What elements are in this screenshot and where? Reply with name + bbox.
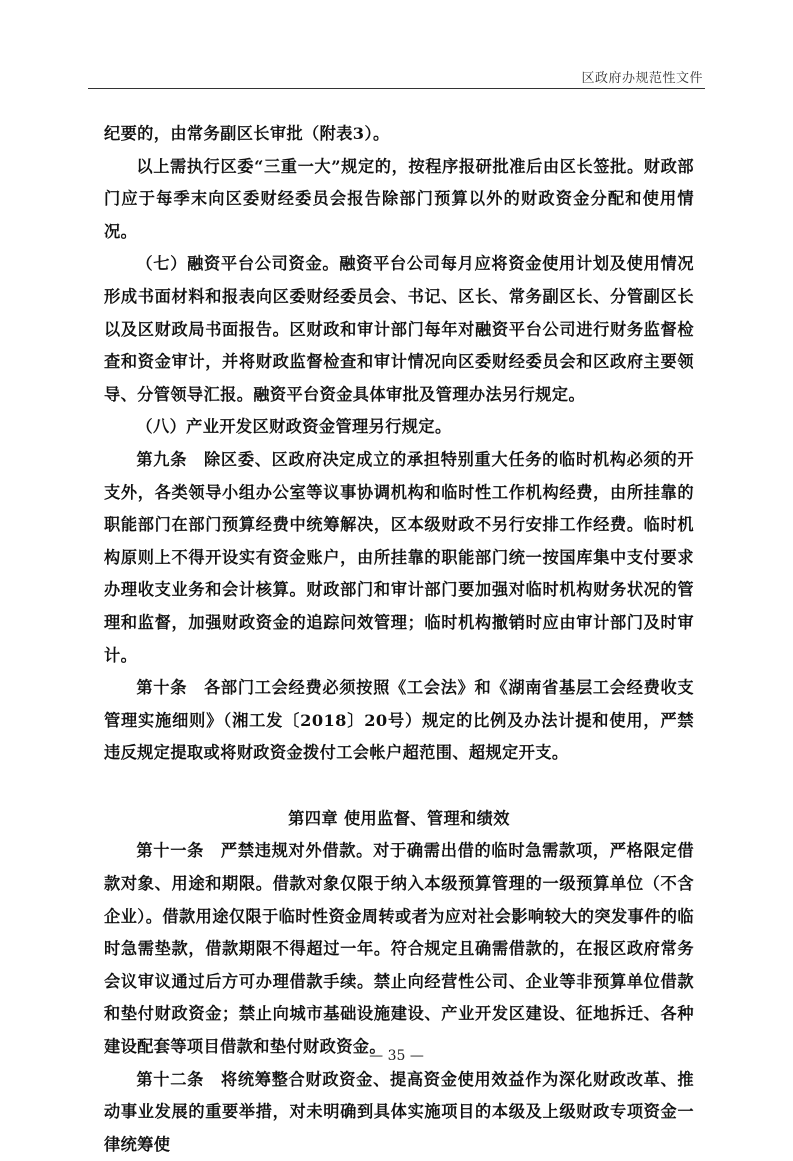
- paragraph-continuation: 纪要的，由常务副区长审批（附表3）。: [104, 124, 390, 143]
- paragraph-financing-platform: （七）融资平台公司资金。融资平台公司每月应将资金使用计划及使用情况形成书面材料和报表向区委财经委员会、书记、区长、常务副区长、分管副区长以及区财政局书面报告。区财政和审计部门每年对融资平台公司进行财务监督检查和资金审计，并将财政监督检查和审计情况向区委财经委员会和区政府主要领导、分管领导汇报。融资平台资金具体审批及管理办法另行规定。: [104, 254, 694, 404]
- article-9: 第九条 除区委、区政府决定成立的承担特别重大任务的临时机构必须的开支外，各类领导小组办公室等议事协调机构和临时性工作机构经费，由所挂靠的职能部门在部门预算经费中统筹解决，区本级财政不另行安排工作经费。临时机构原则上不得开设实有资金账户，由所挂靠的职能部门统一按国库集中支付要求办理收支业务和会计核算。财政部门和审计部门要加强对临时机构财务状况的管理和监督，加强财政资金的追踪问效管理；临时机构撤销时应由审计部门及时审计。: [104, 449, 694, 665]
- paragraph: 以上需执行区委“三重一大”规定的，按程序报研批准后由区长签批。财政部门应于每季末向区委财经委员会报告除部门预算以外的财政资金分配和使用情况。: [104, 156, 694, 241]
- article-10: 第十条 各部门工会经费必须按照《工会法》和《湖南省基层工会经费收支管理实施细则》（湘工发〔2018〕20号）规定的比例及办法计提和使用，严禁违反规定提取或将财政资金拨付工会帐户超范围、超规定开支。: [104, 678, 694, 763]
- spacer: [104, 770, 694, 803]
- page-number: — 35 —: [369, 1048, 424, 1064]
- running-header: 区政府办规范性文件: [581, 71, 703, 86]
- paragraph-industrial-zone: （八）产业开发区财政资金管理另行规定。: [136, 417, 452, 437]
- article-12: 第十二条 将统筹整合财政资金、提高资金使用效益作为深化财政改革、推动事业发展的重要举措，对未明确到具体实施项目的本级及上级财政专项资金一律统筹使: [104, 1069, 694, 1154]
- document-body: [104, 118, 694, 1161]
- chapter-heading: 第四章 使用监督、管理和绩效: [288, 808, 510, 828]
- header-divider: [88, 88, 705, 89]
- article-11: 第十一条 严禁违规对外借款。对于确需出借的临时急需款项，严格限定借款对象、用途和期限。借款对象仅限于纳入本级预算管理的一级预算单位（不含企业）。借款用途仅限于临时性资金周转或者为应对社会影响较大的突发事件的临时急需垫款，借款期限不得超过一年。符合规定且确需借款的，在报区政府常务会议审议通过后方可办理借款手续。禁止向经营性公司、企业等非预算单位借款和垫付财政资金；禁止向城市基础设施建设、产业开发区建设、征地拆迁、各种建设配套等项目借款和垫付财政资金。: [104, 841, 694, 1057]
